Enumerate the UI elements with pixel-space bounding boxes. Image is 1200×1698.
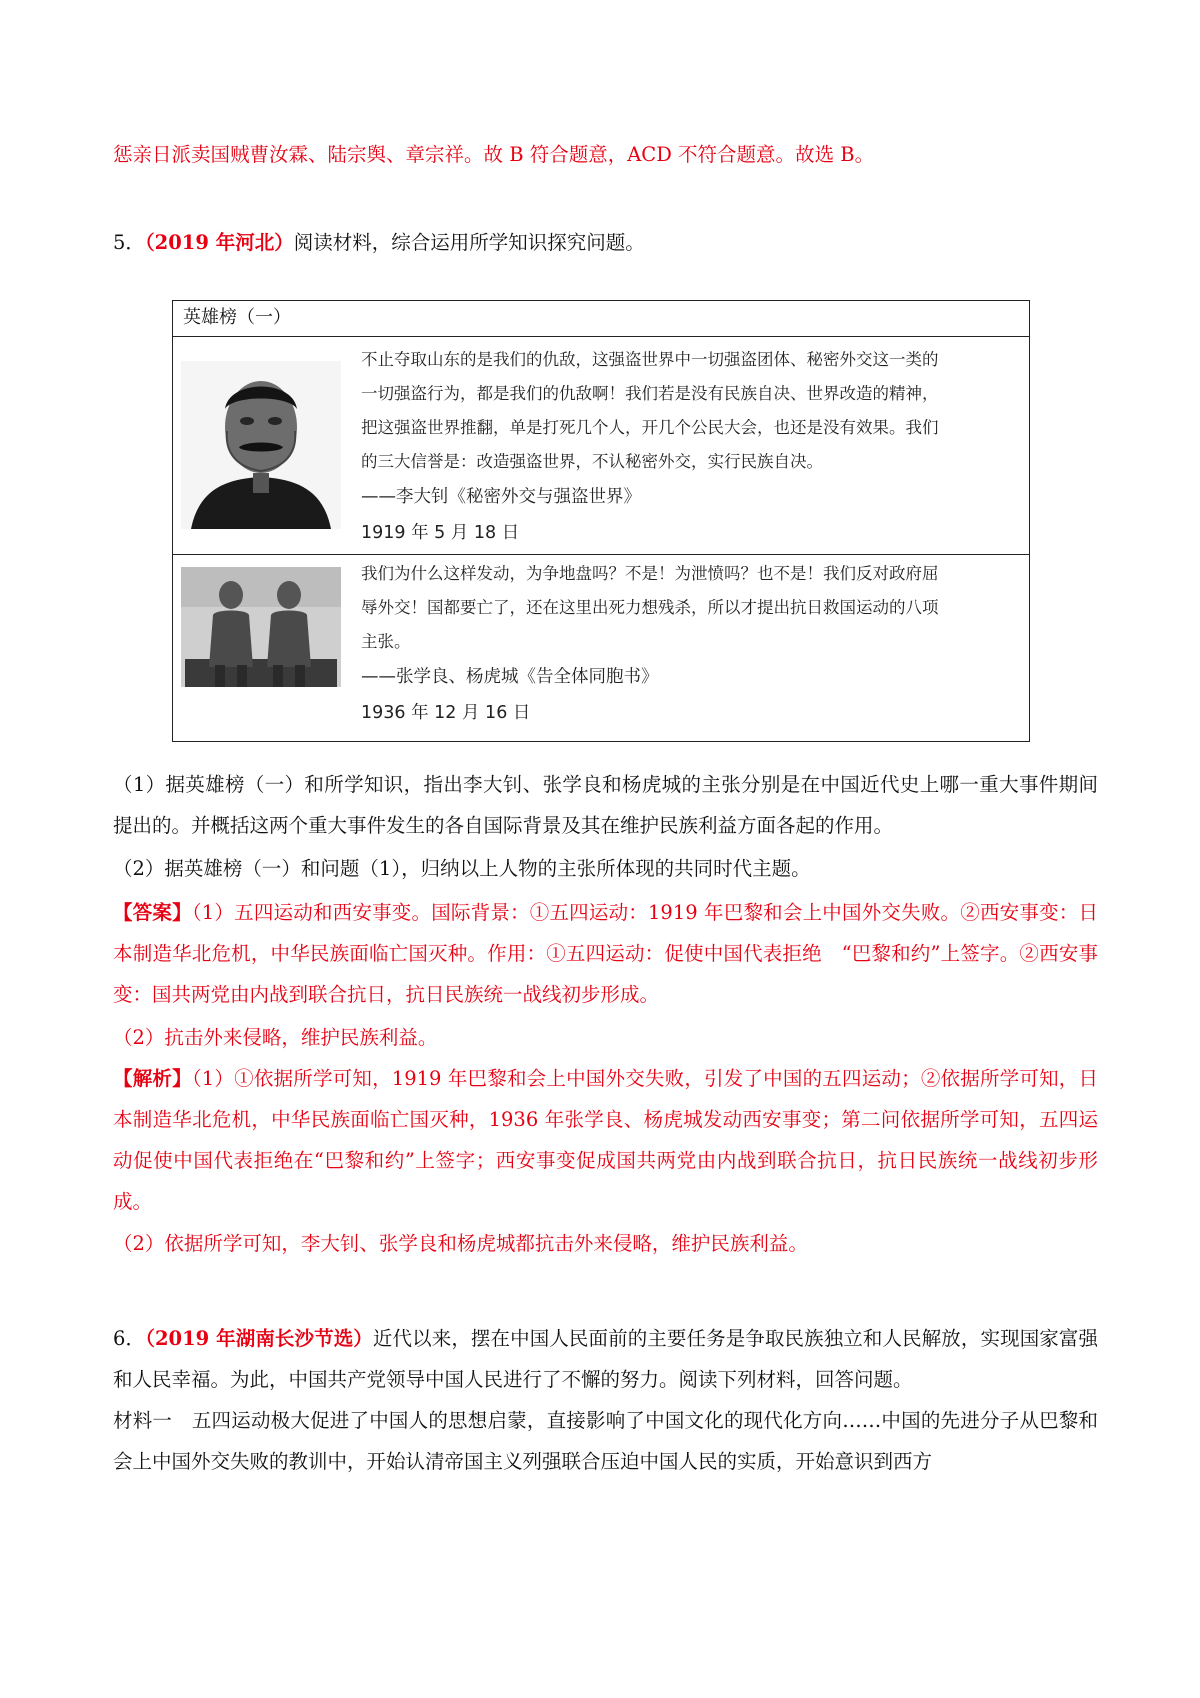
hero-quote-zhang-yang xyxy=(361,557,1017,731)
quote-source: ——张学良、杨虎城《告全体同胞书》 xyxy=(361,667,659,687)
hero-row-li-dazhao xyxy=(173,337,1029,555)
hero-quote-li-dazhao xyxy=(361,343,1017,551)
answer-block xyxy=(113,892,1098,1015)
quote-line: 主张。 xyxy=(361,632,411,651)
quote-line: 把这强盗世界推翻，单是打死几个人，开几个公民大会，也还是没有效果。我们 xyxy=(361,418,939,437)
answer-label: 【答案】 xyxy=(113,901,192,924)
question-prompt: 阅读材料，综合运用所学知识探究问题。 xyxy=(293,231,645,254)
question-5-part-1: （1）据英雄榜（一）和所学知识，指出李大钊、张学良和杨虎城的主张分别是在中国近代史上哪一重大事件期间提出的。并概括这两个重大事件发生的各自国际背景及其在维护民族利益方面各起的作用。 xyxy=(113,773,1098,837)
analysis-block xyxy=(113,1058,1098,1222)
hero-list-table xyxy=(172,300,1030,742)
li-dazhao-portrait xyxy=(181,361,341,529)
question-source: （2019 年湖南长沙节选） xyxy=(145,1327,373,1350)
question-number: 5． xyxy=(113,231,145,254)
answer-part-2: （2）抗击外来侵略，维护民族利益。 xyxy=(113,1026,438,1049)
question-intro: 近代以来，摆在中国人民面前的主要任务是争取民族独立和人民解放，实现国家富强和人民幸福。为此，中国共产党领导中国人民进行了不懈的努力。阅读下列材料，回答问题。 xyxy=(113,1327,1098,1391)
answer-part-1: （1）五四运动和西安事变。国际背景：①五四运动：1919 年巴黎和会上中国外交失败。②西安事变：日本制造华北危机，中华民族面临亡国灭种。作用：①五四运动：促使中国代表拒绝 “巴黎和约”上签字。②西安事变：国共两党由内战到联合抗日，抗日民族统一战线初步形成。 xyxy=(113,901,1098,1006)
quote-line: 辱外交！国都要亡了，还在这里出死力想残杀，所以才提出抗日救国运动的八项 xyxy=(361,598,939,617)
quote-line: 的三大信誉是：改造强盗世界，不认秘密外交，实行民族自决。 xyxy=(361,452,823,471)
question-5-part-2: （2）据英雄榜（一）和问题（1），归纳以上人物的主张所体现的共同时代主题。 xyxy=(113,857,811,880)
quote-line: 不止夺取山东的是我们的仇敌，这强盗世界中一切强盗团体、秘密外交这一类的 xyxy=(361,350,939,369)
answer-continuation-line: 惩亲日派卖国贼曹汝霖、陆宗舆、章宗祥。故 B 符合题意，ACD 不符合题意。故选 B。 xyxy=(113,143,875,166)
quote-line: 一切强盗行为，都是我们的仇敌啊！我们若是没有民族自决、世界改造的精神， xyxy=(361,384,939,403)
hero-list-title: 英雄榜（一） xyxy=(173,301,1029,337)
quote-date: 1919 年 5 月 18 日 xyxy=(361,523,520,543)
analysis-label: 【解析】 xyxy=(113,1067,192,1090)
quote-date: 1936 年 12 月 16 日 xyxy=(361,703,531,723)
hero-row-zhang-yang xyxy=(173,555,1029,741)
quote-source: ——李大钊《秘密外交与强盗世界》 xyxy=(361,487,641,507)
zhang-xueliang-yang-hucheng-photo xyxy=(181,567,341,687)
analysis-part-2: （2）依据所学可知，李大钊、张学良和杨虎城都抗击外来侵略，维护民族利益。 xyxy=(113,1232,808,1255)
question-number: 6． xyxy=(113,1327,146,1350)
question-6-material-1: 材料一 五四运动极大促进了中国人的思想启蒙，直接影响了中国文化的现代化方向……中国的先进分子从巴黎和会上中国外交失败的教训中，开始认清帝国主义列强联合压迫中国人民的实质，开始意识到西方 xyxy=(113,1409,1098,1473)
question-source: （2019 年河北） xyxy=(144,231,294,254)
question-5-heading xyxy=(113,230,645,256)
quote-line: 我们为什么这样发动，为争地盘吗？不是！为泄愤吗？也不是！我们反对政府屈 xyxy=(361,564,939,583)
question-6 xyxy=(113,1318,1098,1400)
analysis-part-1: （1）①依据所学可知，1919 年巴黎和会上中国外交失败，引发了中国的五四运动；②依据所学可知，日本制造华北危机，中华民族面临亡国灭种，1936 年张学良、杨虎城发动西安事变；第二问依据所学可知，五四运动促使中国代表拒绝在“巴黎和约”上签字；西安事变促成国共两党由内战到联合抗日，抗日民族统一战线初步形成。 xyxy=(113,1067,1098,1213)
